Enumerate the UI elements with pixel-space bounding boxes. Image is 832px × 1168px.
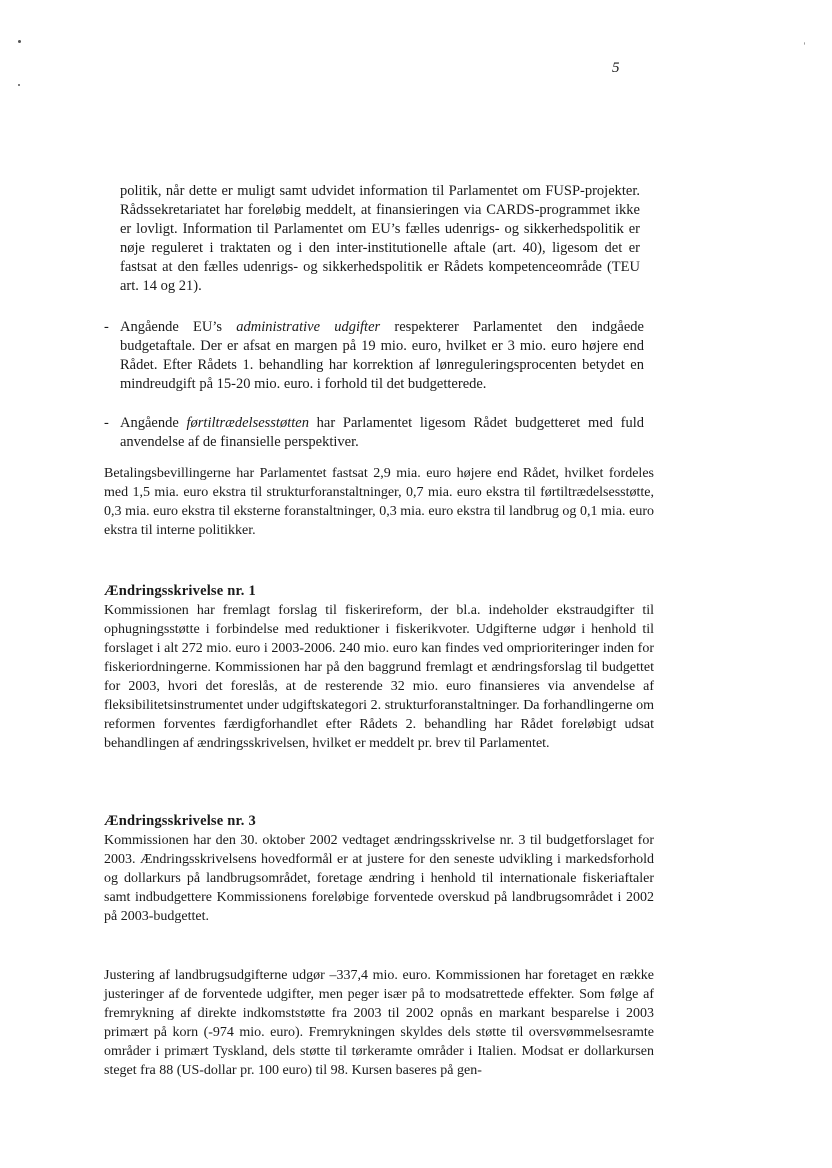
section-heading: Ændringsskrivelse nr. 1 [104,583,256,599]
section-aendringsskrivelse-1 [104,582,654,753]
bullet-text-rest: respekterer Parlamentet den indgåede budgetaftale. Der er afsat en margen på 19 mio. euro, hvilket er 3 mio. euro højere end Rådet. Efter Rådets 1. behandling har korrektion af lønreguleringsprocenten betydet en mindreudgift på 15-20 mio. euro. i forhold til det budgetterede. [120,319,644,392]
section-body: Kommissionen har den 30. oktober 2002 vedtaget ændringsskrivelse nr. 3 til budgetforslaget for 2003. Ændringsskrivelsens hovedformål er at justere for den seneste udvikling i markedsforhold og dollarkurs på landbrugsområdet, foretage ændring i henhold til internationale fiskeriaftaler samt indbudgettere Kommissionens foreløbige forventede overskud på landbrugsområdet i 2002 på 2003-budgettet. [104,833,654,924]
intro-paragraph: politik, når dette er muligt samt udvidet information til Parlamentet om FUSP-projekter. Rådssekretariatet har foreløbig meddelt, at finansieringen via CARDS-programmet ikke er lovligt. Information til Parlamentet om EU’s fælles udenrigs- og sikkerhedspolitik er nøje reguleret i traktaten og i den inter-institutionelle aftale (art. 40), ligesom det er fastsat at den fælles udenrigs- og sikkerhedspolitik er Rådets kompetenceområde (TEU art. 14 og 21). [120,183,640,294]
bullet-emphasis: førtiltrædelsesstøtten [186,415,309,431]
section-heading: Ændringsskrivelse nr. 3 [104,813,256,829]
section-body: Kommissionen har fremlagt forslag til fiskerireform, der bl.a. indeholder ekstraudgifter til ophugningsstøtte i forbindelse med reduktioner i fiskerikvoter. Udgifterne udgør i henhold til forslaget i alt 272 mio. euro i 2003-2006. 240 mio. euro kan findes ved omprioriteringer inden for fiskeriordningerne. Kommissionen har på den baggrund fremlagt et ændringsforslag til budgettet for 2003, hvori det foreslås, at de resterende 32 mio. euro finansieres via anvendelse af fleksibilitetsinstrumentet under udgiftskategori 2. strukturforanstaltninger. Da forhandlingerne om reformen forventes færdigforhandlet efter Rådets 2. behandling har Rådet foreløbigt udsat behandlingen af ændringsskrivelsen, hvilket er meddelt pr. brev til Parlamentet. [104,603,654,751]
bullet-text-rest: har Parlamentet ligesom Rådet budgetteret med fuld anvendelse af de finansielle perspektiver. [120,415,645,450]
section-aendringsskrivelse-3 [104,812,654,926]
bullet-text [120,414,644,452]
bullet-text [120,318,644,394]
bullet-administrative-udgifter [104,318,644,394]
bullet-text-lead: Angående EU’s [120,319,237,335]
scan-speck [804,42,805,45]
justering-paragraph: Justering af landbrugsudgifterne udgør –337,4 mio. euro. Kommissionen har foretaget en række justeringer af de forventede udgifter, men peger især på to modsatrettede effekter. Som følge af fremrykning af direkte indkomststøtte fra 2003 til 2002 opnås en markant besparelse i 2003 primært på korn (-974 mio. euro). Fremrykningen skyldes dels støtte til oversvømmelsesramte områder i primært Tyskland, dels støtte til tørkeramte områder i Italien. Modsat er dollarkursen steget fra 88 (US-dollar pr. 100 euro) til 98. Kursen baseres på gen- [104,968,654,1078]
bullet-text-lead: Angående [120,415,187,431]
bullet-dash: - [104,319,109,335]
bullet-dash: - [104,415,109,431]
betalingsbevillinger-paragraph: Betalingsbevillingerne har Parlamentet fastsat 2,9 mia. euro højere end Rådet, hvilket fordeles med 1,5 mia. euro ekstra til strukturforanstaltninger, 0,7 mia. euro ekstra til førtiltrædelsesstøtte, 0,3 mia. euro ekstra til eksterne foranstaltninger, 0,3 mia. euro ekstra til landbrug og 0,1 mia. euro ekstra til interne politikker. [104,466,654,538]
page-number: 5 [612,60,620,76]
scan-speck [18,84,20,86]
scan-speck [18,40,21,43]
bullet-emphasis: administrative udgifter [236,319,381,335]
bullet-foertiltraedelsesstoette [104,414,644,452]
